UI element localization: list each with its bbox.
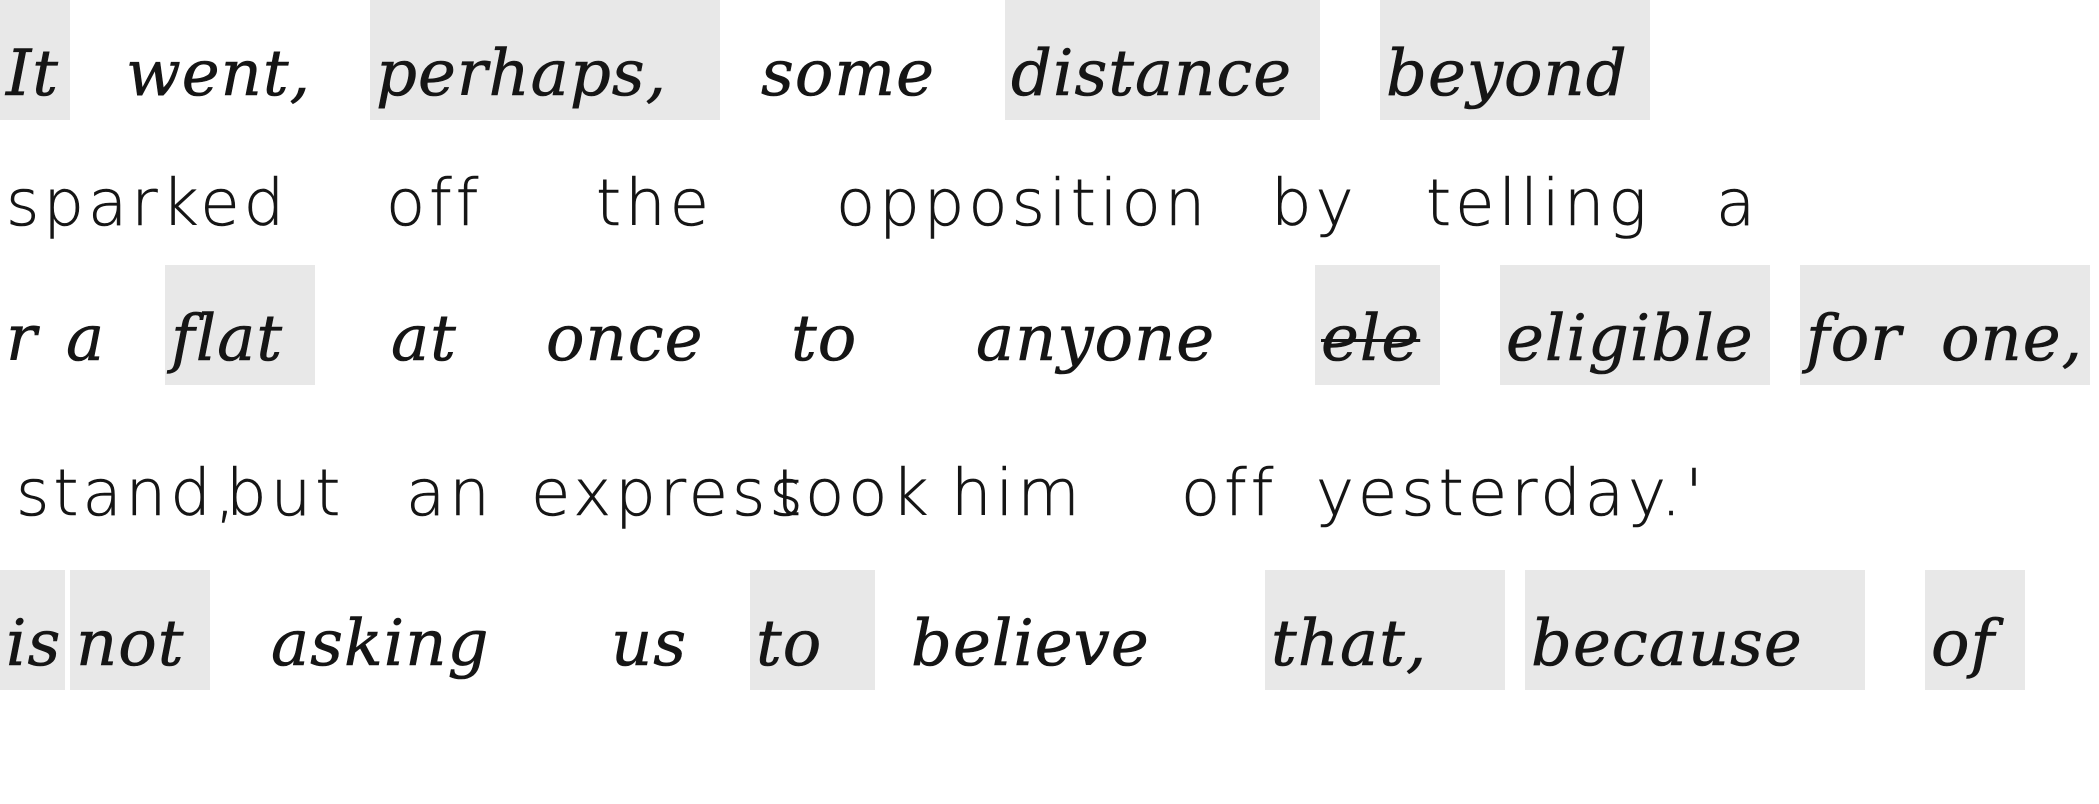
word: one, — [1935, 265, 2090, 385]
word: telling — [1426, 167, 1651, 241]
word: is — [0, 570, 65, 690]
word: perhaps, — [370, 0, 720, 120]
word: us — [611, 607, 688, 681]
word: some — [761, 37, 935, 111]
word: off — [1181, 457, 1278, 531]
word: to — [750, 570, 875, 690]
handwriting-line-3 — [0, 265, 2099, 405]
word: distance — [1005, 0, 1320, 120]
word: off — [386, 167, 483, 241]
word: r — [6, 302, 38, 376]
word: beyond — [1380, 0, 1650, 120]
word: for — [1800, 265, 1940, 385]
word: took — [776, 457, 933, 531]
word: yesterday.' — [1316, 457, 1707, 531]
word: a — [66, 302, 106, 376]
word: by — [1271, 167, 1358, 241]
word: opposition — [836, 167, 1210, 241]
word: the — [596, 167, 714, 241]
word: anyone — [976, 302, 1216, 376]
word: not — [70, 570, 210, 690]
word: believe — [911, 607, 1150, 681]
word: went, — [126, 37, 311, 111]
word: but — [226, 457, 345, 531]
word: of — [1925, 570, 2025, 690]
word: that, — [1265, 570, 1505, 690]
word: eligible — [1500, 265, 1770, 385]
crossed-out-word: ele — [1315, 265, 1440, 385]
word: express — [531, 457, 807, 531]
word: an — [406, 457, 494, 531]
handwriting-line-2 — [0, 130, 2099, 270]
word: It — [0, 0, 70, 120]
handwriting-line-4 — [0, 420, 2099, 560]
word: because — [1525, 570, 1865, 690]
word: a — [1716, 167, 1760, 241]
word: flat — [165, 265, 315, 385]
word: him — [951, 457, 1084, 531]
word: stand, — [16, 457, 240, 531]
handwriting-line-5 — [0, 570, 2099, 710]
word: to — [791, 302, 858, 376]
word: asking — [271, 607, 490, 681]
word: at — [391, 302, 457, 376]
word: sparked — [6, 167, 289, 241]
word: once — [546, 302, 704, 376]
handwriting-line-1 — [0, 0, 2099, 140]
